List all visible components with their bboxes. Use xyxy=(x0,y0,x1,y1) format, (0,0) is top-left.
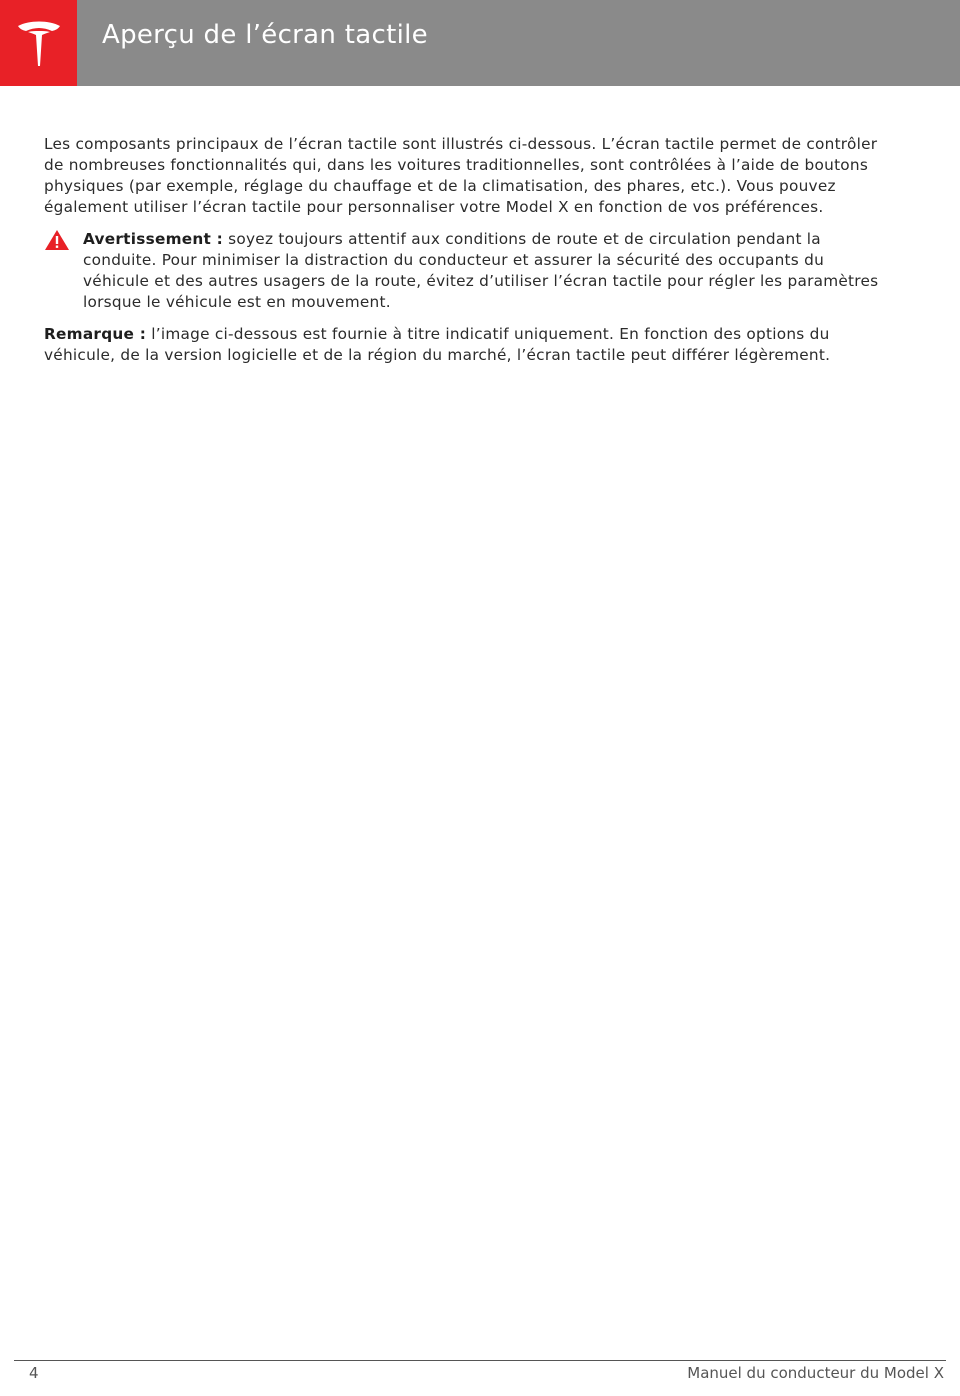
note-label: Remarque : xyxy=(44,325,147,343)
warning-text xyxy=(83,229,884,313)
footer-divider xyxy=(14,1360,946,1361)
intro-paragraph: Les composants principaux de l’écran tactile sont illustrés ci-dessous. L’écran tactile permet de contrôler de nombreuses fonctionnalités qui, dans les voitures traditionnelles, sont contrôlées à l’aide de boutons physiques (par exemple, réglage du chauffage et de la climatisation, des phares, etc.). Vous pouvez également utiliser l’écran tactile pour personnaliser votre Model X en fonction de vos préférences. xyxy=(44,135,878,216)
main-content xyxy=(44,134,884,366)
page-title: Aperçu de l’écran tactile xyxy=(102,20,428,50)
footer-title: Manuel du conducteur du Model X xyxy=(687,1364,944,1382)
tesla-logo-icon xyxy=(14,17,64,69)
page-number: 4 xyxy=(29,1364,39,1382)
note-paragraph xyxy=(44,324,884,366)
warning-icon xyxy=(44,229,70,251)
warning-body: soyez toujours attentif aux conditions de route et de circulation pendant la conduite. Pour minimiser la distraction du conducteur et assurer la sécurité des occupants du véhicule et des autres usagers de la route, évitez d’utiliser l’écran tactile pour régler les paramètres lorsque le véhicule est en mouvement. xyxy=(83,230,879,311)
logo-box xyxy=(0,0,77,86)
warning-label: Avertissement : xyxy=(83,230,224,248)
note-body: l’image ci-dessous est fournie à titre indicatif uniquement. En fonction des options du véhicule, de la version logicielle et de la région du marché, l’écran tactile peut différer légèrement. xyxy=(44,325,831,364)
warning-block xyxy=(44,229,884,313)
page-header xyxy=(0,0,960,86)
